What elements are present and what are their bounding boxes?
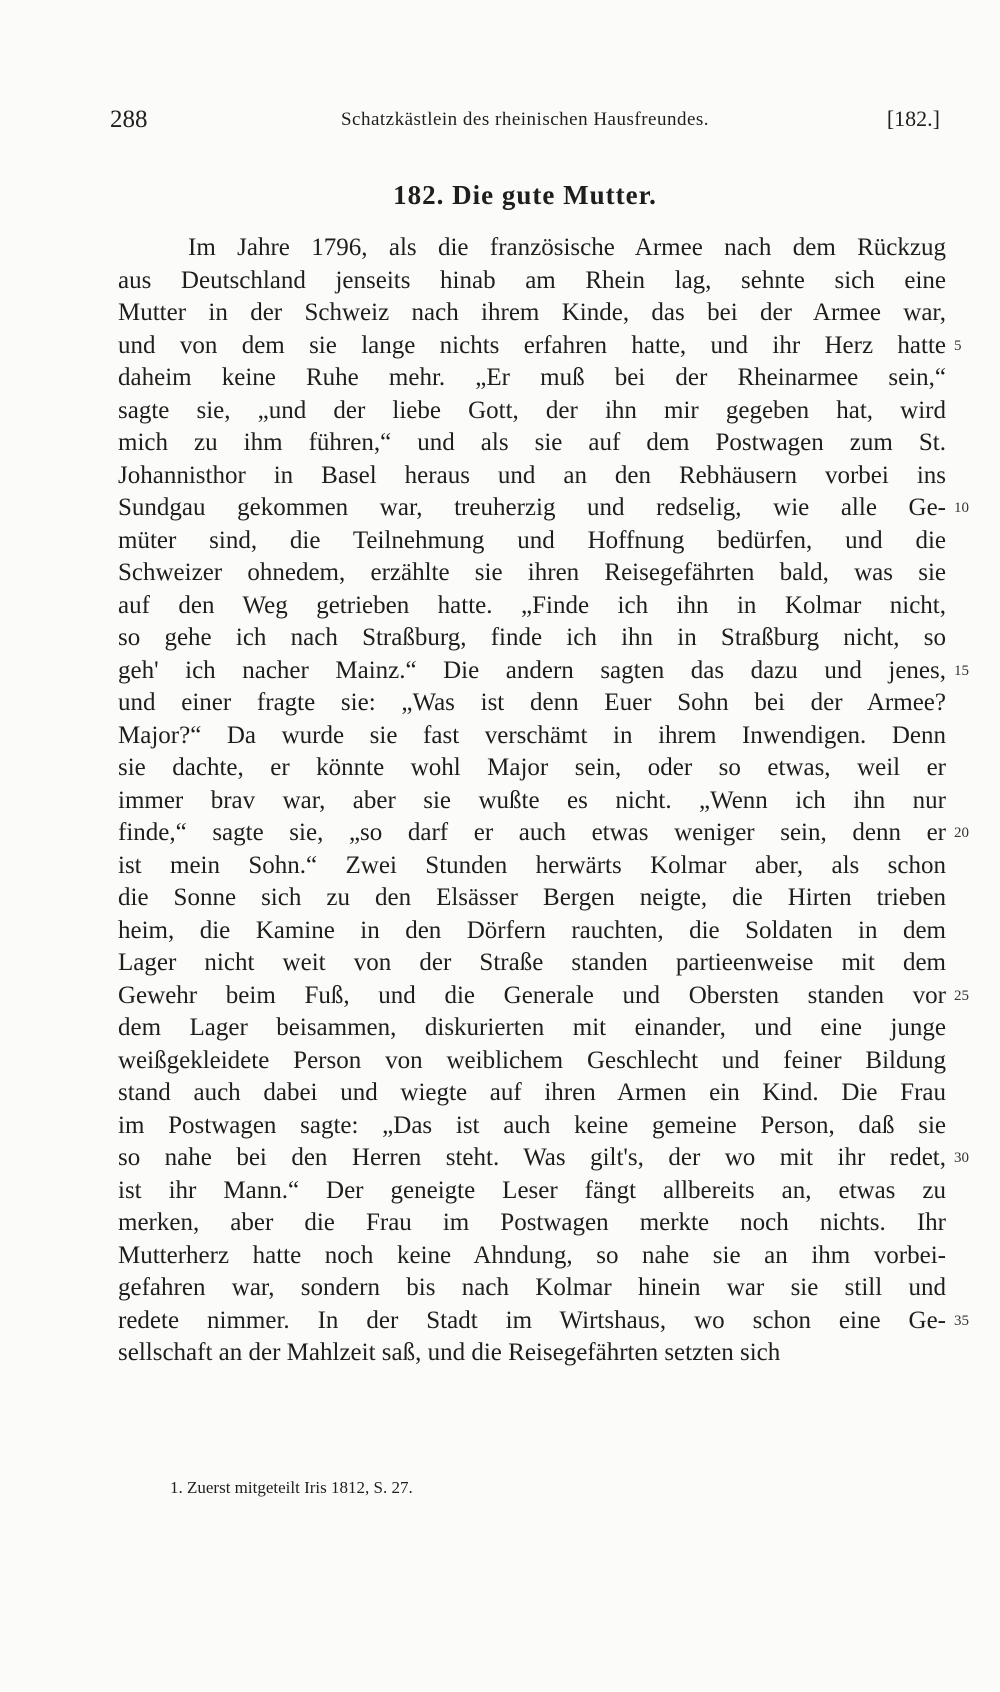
line-text: auf den Weg getrieben hatte. „Finde ich ihn in Kolmar nicht, bbox=[118, 591, 946, 619]
line-text: im Postwagen sagte: „Das ist auch keine gemeine Person, daß sie bbox=[118, 1111, 946, 1139]
text-line bbox=[118, 362, 946, 395]
text-line bbox=[118, 557, 946, 590]
text-line bbox=[118, 1207, 946, 1240]
text-line bbox=[118, 395, 946, 428]
text-line bbox=[118, 817, 969, 850]
line-number: 10 bbox=[954, 500, 969, 516]
text-line bbox=[118, 232, 946, 265]
line-text: Major?“ Da wurde sie fast verschämt in ihrem Inwendigen. Denn bbox=[118, 721, 946, 749]
text-line bbox=[118, 297, 946, 330]
line-text: mich zu ihm führen,“ und als sie auf dem Postwagen zum St. bbox=[118, 429, 946, 456]
line-text: geh' ich nacher Mainz.“ Die andern sagten das dazu und jenes, bbox=[118, 656, 946, 684]
line-text: finde,“ sagte sie, „so darf er auch etwas weniger sein, denn er bbox=[118, 819, 946, 846]
footnote: 1. Zuerst mitgeteilt Iris 1812, S. 27. bbox=[170, 1478, 413, 1497]
text-line bbox=[118, 720, 946, 753]
line-text: Im Jahre 1796, als die französische Armee nach dem Rückzug bbox=[188, 234, 946, 261]
text-line bbox=[118, 492, 969, 525]
text-line bbox=[118, 590, 946, 623]
line-text: sagte sie, „und der liebe Gott, der ihn mir gegeben hat, wird bbox=[118, 396, 946, 424]
line-text: stand auch dabei und wiegte auf ihren Armen ein Kind. Die Frau bbox=[118, 1079, 946, 1106]
text-line bbox=[118, 882, 946, 915]
line-text: Gewehr beim Fuß, und die Generale und Obersten standen vor bbox=[118, 981, 946, 1009]
line-number: 20 bbox=[954, 825, 969, 841]
text-line bbox=[118, 785, 946, 818]
line-text: müter sind, die Teilnehmung und Hoffnung bedürfen, und die bbox=[118, 526, 946, 554]
line-text: gefahren war, sondern bis nach Kolmar hinein war sie still und bbox=[118, 1274, 946, 1301]
text-line bbox=[118, 915, 946, 948]
text-line bbox=[118, 1305, 969, 1338]
text-line bbox=[118, 850, 946, 883]
line-text: und einer fragte sie: „Was ist denn Euer Sohn bei der Armee? bbox=[118, 689, 946, 716]
line-text: so gehe ich nach Straßburg, finde ich ihn in Straßburg nicht, so bbox=[118, 624, 946, 651]
text-line bbox=[118, 460, 946, 493]
text-line bbox=[118, 1077, 946, 1110]
line-text: sellschaft an der Mahlzeit saß, und die Reisegefährten setzten sich bbox=[118, 1339, 781, 1366]
text-line bbox=[118, 980, 969, 1013]
line-text: weißgekleidete Person von weiblichem Geschlecht und feiner Bildung bbox=[118, 1046, 946, 1074]
text-line bbox=[118, 1337, 946, 1370]
body-text bbox=[118, 232, 969, 1370]
line-text: ist mein Sohn.“ Zwei Stunden herwärts Kolmar aber, als schon bbox=[118, 851, 946, 879]
text-line bbox=[118, 330, 962, 363]
page-header bbox=[110, 100, 940, 140]
text-line bbox=[118, 622, 946, 655]
text-line bbox=[118, 1240, 946, 1273]
text-line bbox=[118, 1142, 969, 1175]
line-text: Schweizer ohnedem, erzählte sie ihren Reisegefährten bald, was sie bbox=[118, 559, 946, 586]
running-title: Schatzkästlein des rheinischen Hausfreundes. bbox=[340, 109, 710, 130]
text-line bbox=[118, 265, 946, 298]
line-number: 25 bbox=[954, 987, 969, 1004]
text-line bbox=[118, 1175, 946, 1208]
text-line bbox=[118, 1272, 946, 1305]
line-text: und von dem sie lange nichts erfahren hatte, und ihr Herz hatte bbox=[118, 331, 946, 359]
line-number: 35 bbox=[954, 1312, 969, 1329]
line-text: Sundgau gekommen war, treuherzig und redselig, wie alle Ge- bbox=[118, 494, 946, 521]
line-number: 30 bbox=[954, 1150, 969, 1166]
line-text: Mutterherz hatte noch keine Ahndung, so nahe sie an ihm vorbei- bbox=[118, 1241, 946, 1269]
text-line bbox=[118, 427, 946, 460]
line-text: aus Deutschland jenseits hinab am Rhein lag, sehnte sich eine bbox=[118, 266, 946, 294]
text-line bbox=[118, 525, 946, 558]
line-number: 15 bbox=[954, 662, 969, 679]
text-line bbox=[118, 655, 969, 688]
line-text: heim, die Kamine in den Dörfern rauchten, die Soldaten in dem bbox=[118, 916, 946, 944]
line-text: daheim keine Ruhe mehr. „Er muß bei der Rheinarmee sein,“ bbox=[118, 364, 946, 391]
text-line bbox=[118, 1110, 946, 1143]
line-text: immer brav war, aber sie wußte es nicht. „Wenn ich ihn nur bbox=[118, 786, 946, 814]
line-text: merken, aber die Frau im Postwagen merkte noch nichts. Ihr bbox=[118, 1209, 946, 1236]
line-text: die Sonne sich zu den Elsässer Bergen neigte, die Hirten trieben bbox=[118, 884, 946, 911]
line-text: so nahe bei den Herren steht. Was gilt's, der wo mit ihr redet, bbox=[118, 1144, 946, 1171]
line-text: sie dachte, er könnte wohl Major sein, oder so etwas, weil er bbox=[118, 754, 946, 781]
line-text: Lager nicht weit von der Straße standen partieenweise mit dem bbox=[118, 949, 946, 976]
page-number: 288 bbox=[110, 106, 148, 133]
line-text: redete nimmer. In der Stadt im Wirtshaus, wo schon eine Ge- bbox=[118, 1306, 946, 1334]
section-marker: [182.] bbox=[886, 106, 940, 131]
line-text: dem Lager beisammen, diskurierten mit einander, und eine junge bbox=[118, 1014, 946, 1041]
line-text: Johannisthor in Basel heraus und an den Rebhäusern vorbei ins bbox=[118, 461, 946, 489]
line-text: ist ihr Mann.“ Der geneigte Leser fängt allbereits an, etwas zu bbox=[118, 1176, 946, 1204]
line-text: Mutter in der Schweiz nach ihrem Kinde, das bei der Armee war, bbox=[118, 299, 946, 326]
text-line bbox=[118, 947, 946, 980]
line-number: 5 bbox=[954, 337, 962, 354]
text-line bbox=[118, 1012, 946, 1045]
text-line bbox=[118, 1045, 946, 1078]
text-line bbox=[118, 687, 946, 720]
chapter-title: 182. Die gute Mutter. bbox=[393, 180, 657, 210]
text-line bbox=[118, 752, 946, 785]
